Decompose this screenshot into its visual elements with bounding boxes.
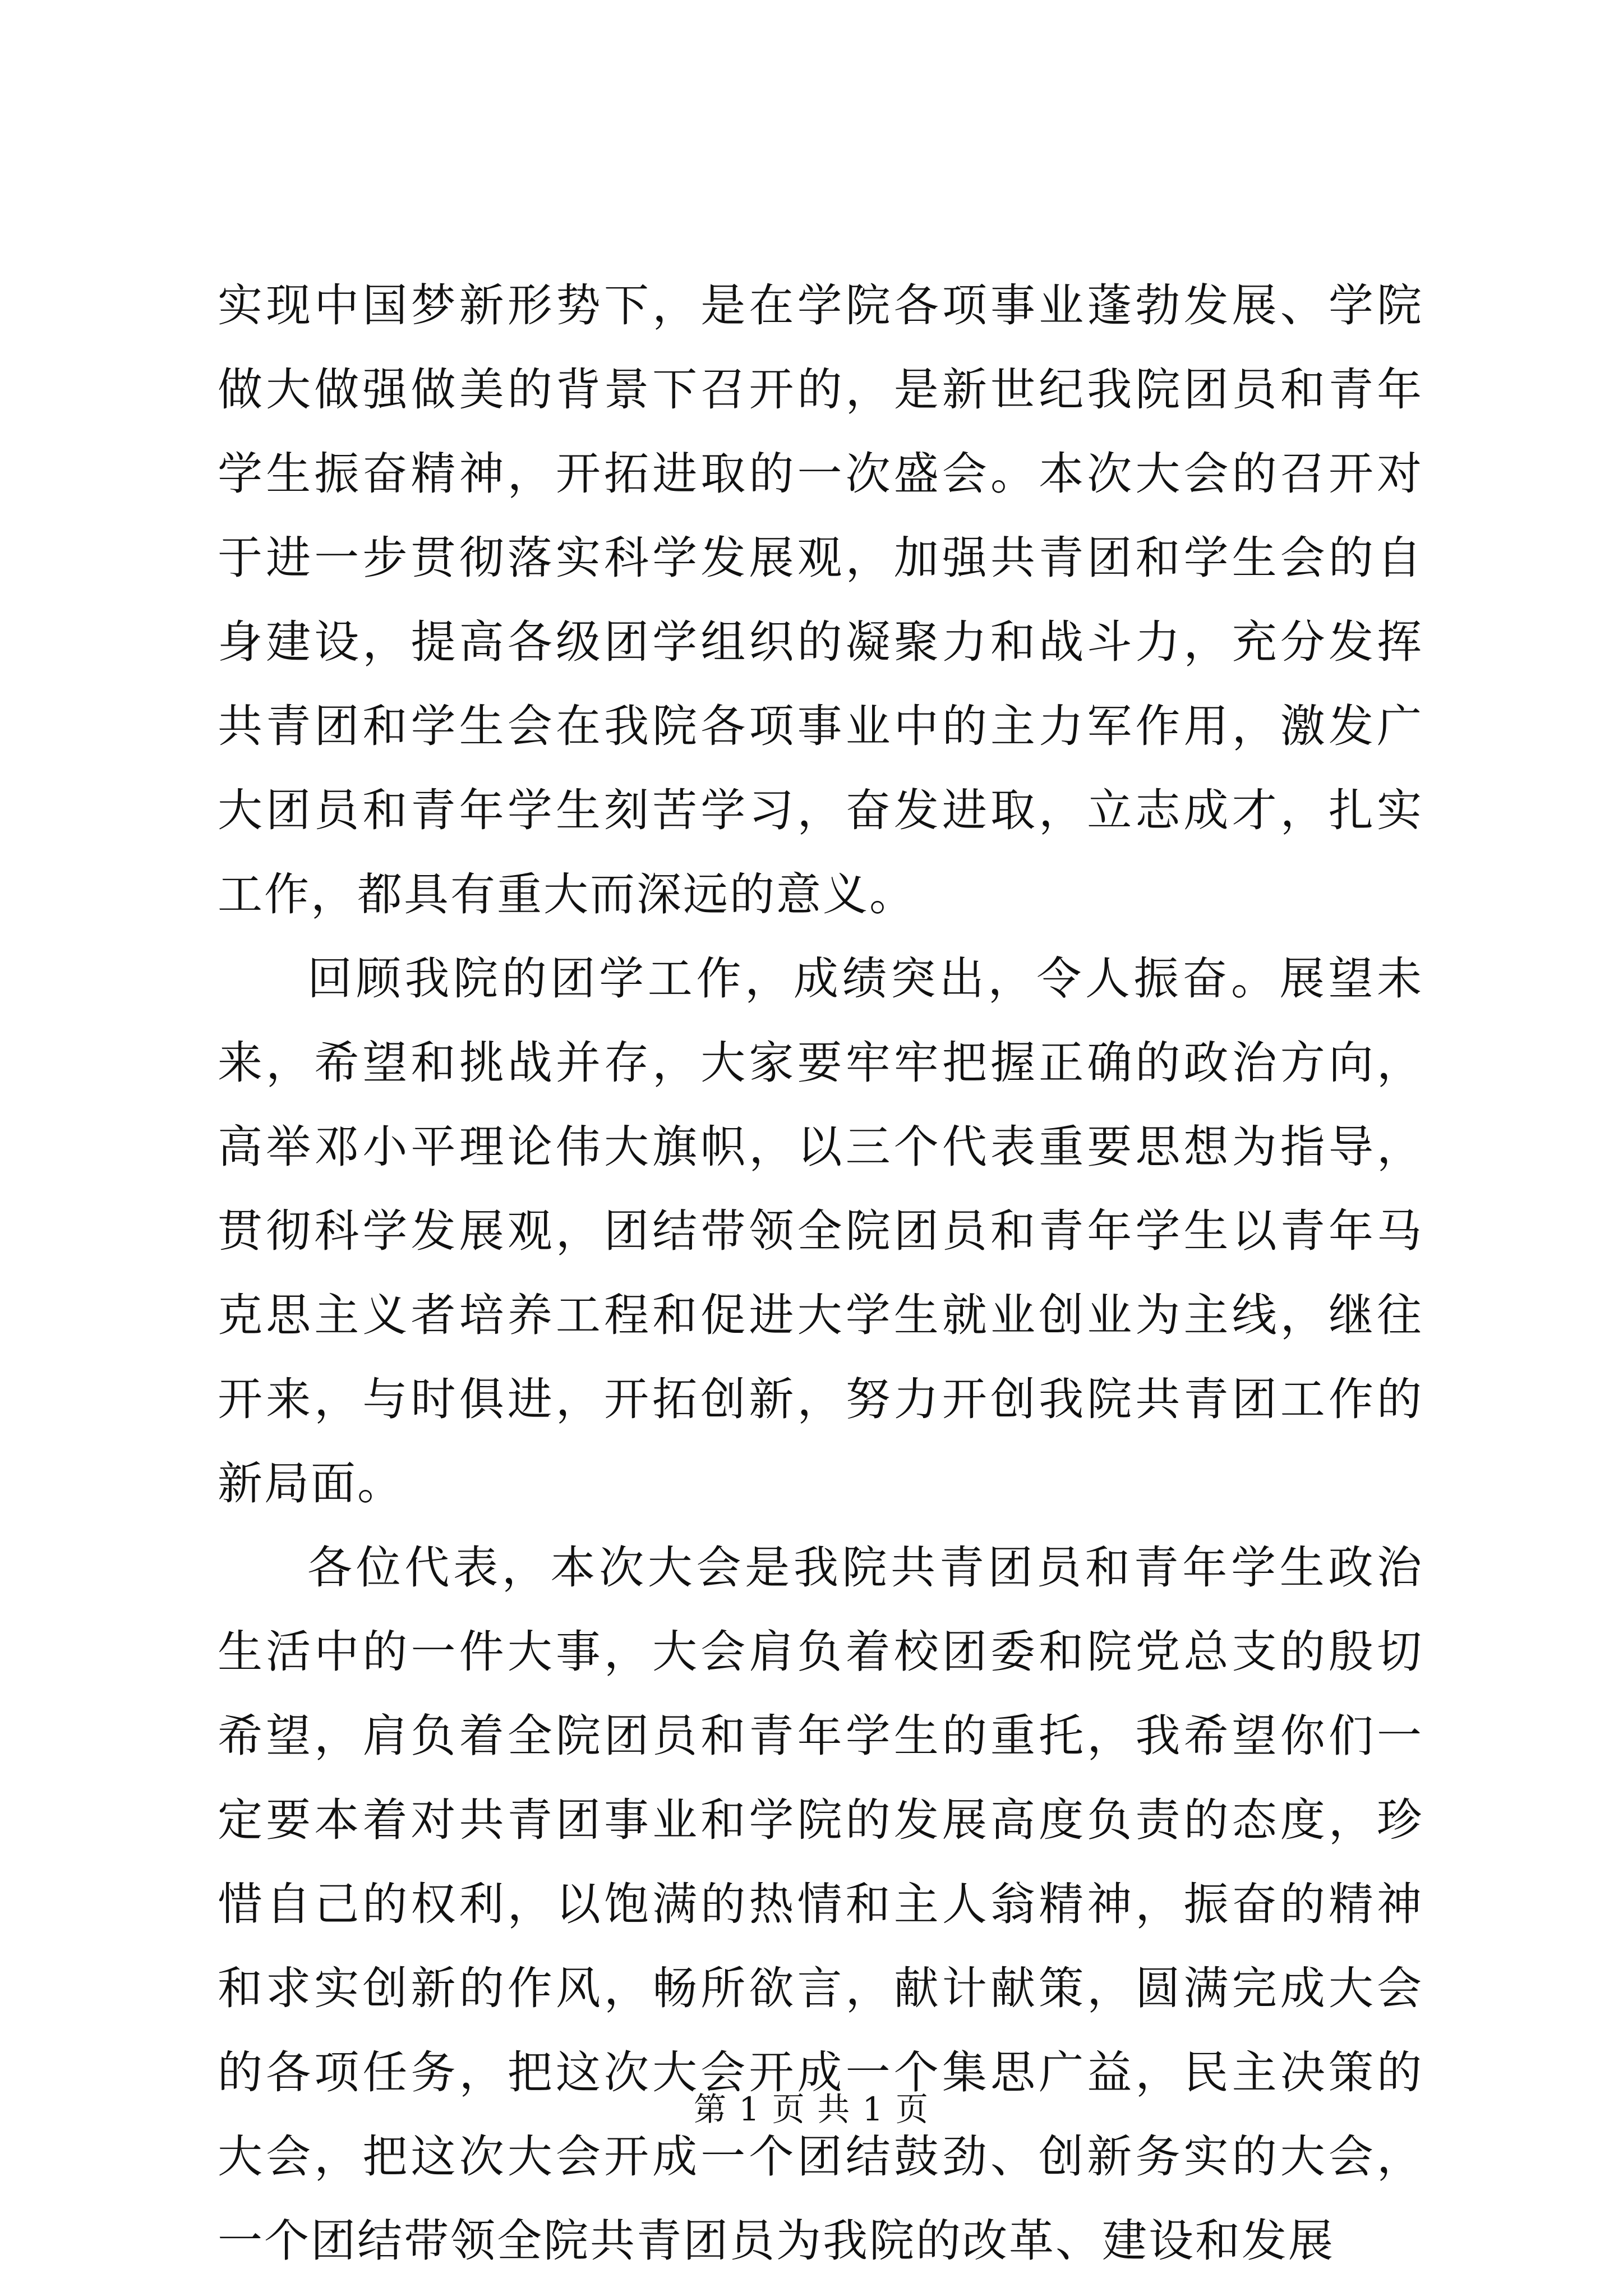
paragraph-3: 各位代表，本次大会是我院共青团员和青年学生政治生活中的一件大事，大会肩负着校团委和院党总支的殷切希望，肩负着全院团员和青年学生的重托，我希望你们一定要本着对共青团事业和学院的发展高度负责的态度，珍惜自己的权利，以饱满的热情和主人翁精神，振奋的精神和求实创新的作风，畅所欲言，献计献策，圆满完成大会的各项任务，把这次大会开成一个集思广益，民主决策的大会，把这次大会开成一个团结鼓劲、创新务实的大会，一个团结带领全院共青团员为我院的改革、建设和发展 <box>218 1542 1423 2267</box>
body-text <box>218 264 1423 2283</box>
page-footer: 第 1 页 共 1 页 <box>694 2090 929 2128</box>
paragraph-1: 实现中国梦新形势下，是在学院各项事业蓬勃发展、学院做大做强做美的背景下召开的，是新世纪我院团员和青年学生振奋精神，开拓进取的一次盛会。本次大会的召开对于进一步贯彻落实科学发展观，加强共青团和学生会的自身建设，提高各级团学组织的凝聚力和战斗力，充分发挥共青团和学生会在我院各项事业中的主力军作用，激发广大团员和青年学生刻苦学习，奋发进取，立志成才，扎实工作，都具有重大而深远的意义。 <box>218 279 1423 921</box>
paragraph-2: 回顾我院的团学工作，成绩突出，令人振奋。展望未来，希望和挑战并存，大家要牢牢把握正确的政治方向，高举邓小平理论伟大旗帜，以三个代表重要思想为指导，贯彻科学发展观，团结带领全院团员和青年学生以青年马克思主义者培养工程和促进大学生就业创业为主线，继往开来，与时俱进，开拓创新，努力开创我院共青团工作的新局面。 <box>218 953 1423 1510</box>
